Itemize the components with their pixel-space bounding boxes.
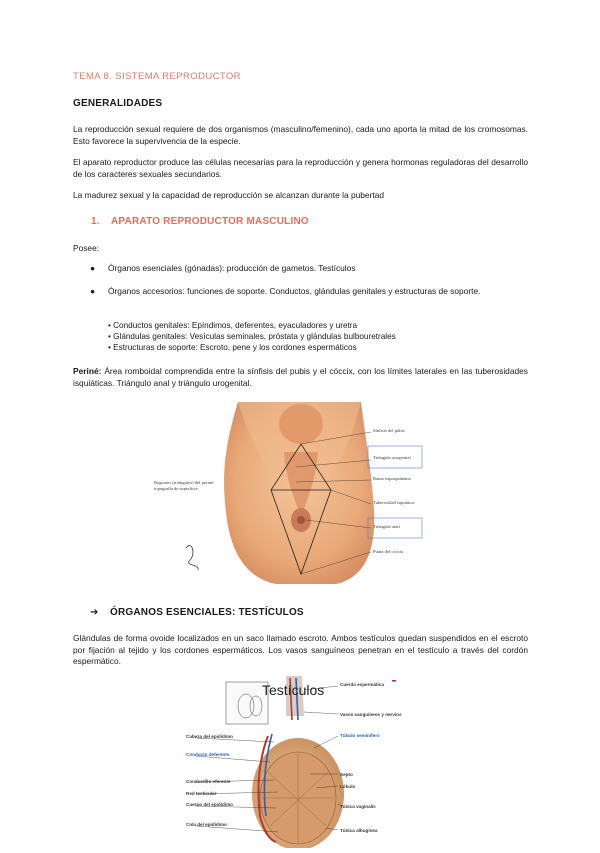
label-red-testicular: Red testicular: [186, 791, 217, 796]
arrow-icon: ➔: [90, 607, 99, 618]
section-number: 1.: [91, 216, 100, 227]
label-tunica-albuginea: Túnica albugínea: [340, 828, 378, 833]
paragraph-madurez: La madurez sexual y la capacidad de reproducción se alcanzan durante la pubertad: [73, 190, 385, 200]
sublist-item: • Glándulas genitales: Vesículas seminales, próstata y glándulas bulbouretrales: [108, 332, 396, 341]
label-tuberosidad: Tuberosidad isquiática: [373, 500, 415, 505]
label-cabeza-epididimo: Cabeza del epidídimo: [186, 734, 233, 739]
section-heading-generalidades: GENERALIDADES: [73, 98, 163, 109]
label-tubulo-seminifero: Túbulo seminífero: [340, 733, 380, 738]
label-triangulo-urogenital: Triángulo urogenital: [373, 455, 411, 460]
label-cola-epididimo: Cola del epidídimo: [186, 822, 227, 827]
label-cuerda-espermatica: Cuerda espermática: [340, 682, 384, 687]
label-sinfisis: Sínfisis del pubis: [373, 428, 405, 433]
chapter-title: TEMA 8. SISTEMA REPRODUCTOR: [73, 71, 241, 82]
section-heading-masculino: [91, 216, 309, 227]
label-septo: Septo: [340, 772, 353, 777]
label-punta-coccix: Punta del cóccix: [373, 549, 404, 554]
label-lobulo: Lóbulo: [340, 784, 356, 789]
label-cuerpo-epididimo: Cuerpo del epidídimo: [186, 802, 233, 807]
bullet-text: Órganos esenciales (gónadas): producción de gametos. Testículos: [108, 263, 356, 273]
section-title: APARATO REPRODUCTOR MASCULINO: [111, 216, 309, 227]
bullet-dot: ●: [90, 286, 96, 296]
label-conducto-deferente: Conducto deferente: [186, 752, 230, 757]
figure-perineo: [154, 402, 436, 586]
list-item-organos-esenciales: [90, 263, 530, 277]
section-title: ÓRGANOS ESENCIALES: TESTÍCULOS: [110, 607, 304, 618]
figure-caption-regiones: Regiones (triángulos) del periné: topografía de superficie: [154, 480, 215, 491]
label-rama-isquiopubiana: Rama isquiopubiana: [373, 476, 411, 481]
sublist-item: • Estructuras de soporte: Escroto, pene y los cordones espermáticos: [108, 343, 357, 352]
paragraph-glandulas: Glándulas de forma ovoide localizados en un saco llamado escroto. Ambos testículos quedan suspendidos en el escroto por fijación al tejido y los cordones espermáticos. Los vasos sanguíneos penetran en el testículo a través del cordón espermático.: [73, 633, 528, 667]
paragraph-perine: [73, 366, 528, 390]
paragraph-reproduccion: La reproducción sexual requiere de dos organismos (masculino/femenino), cada uno aporta la mitad de los cromosomas. Esto favorece la supervivencia de la especie.: [73, 124, 528, 146]
perine-definition: Área romboidal comprendida entre la sínfisis del pubis y el cóccix, con los límites laterales en las tuberosidades isquiáticas. Triángulo anal y triángulo urogenital.: [73, 366, 528, 388]
list-item-organos-accesorios: [90, 286, 530, 312]
term-perine: Periné:: [73, 366, 102, 376]
label-triangulo-anal: Triángulo anal: [373, 524, 400, 529]
label-vasos-sanguineos: Vasos sanguíneos y nervios: [340, 712, 402, 717]
paragraph-aparato: El aparato reproductor produce las células necesarias para la reproducción y genera hormonas reguladoras del desarrollo de los caracteres sexuales secundarios.: [73, 157, 528, 179]
bullet-text: Órganos accesorios: funciones de soporte. Conductos, glándulas genitales y estructuras de soporte.: [108, 286, 481, 296]
sublist-item: • Conductos genitales: Epíndimos, deferentes, eyaculadores y uretra: [108, 321, 358, 330]
bullet-dot: ●: [90, 263, 96, 273]
figure-testiculo: [186, 676, 416, 848]
label-conductillo-eferente: Conductillo eferente: [186, 779, 231, 784]
paragraph-posee: Posee:: [73, 243, 100, 253]
label-tunica-vaginalis: Túnica vaginalis: [340, 804, 376, 809]
section-heading-testiculos: [90, 607, 304, 618]
figure-title: Testículos: [262, 682, 325, 698]
